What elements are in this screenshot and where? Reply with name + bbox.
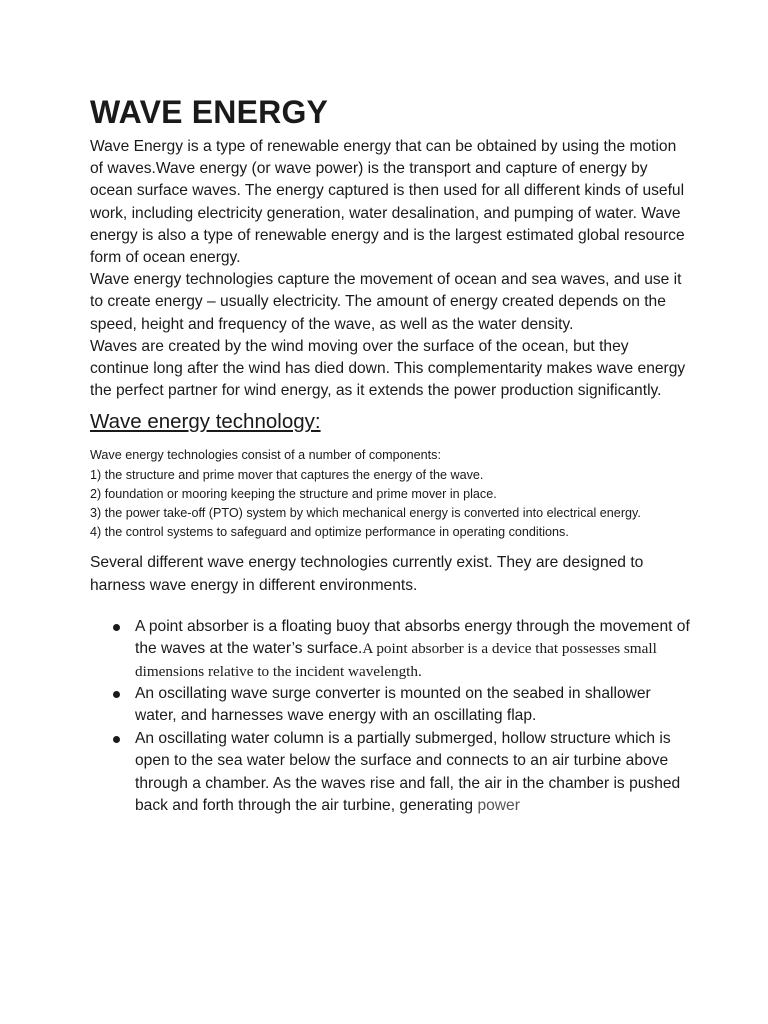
bullet-serif-text: A point absorber is a device that possesses small dimensions relative to the incident wavelength. [135, 640, 657, 680]
technologies-intro: Several different wave energy technologies currently exist. They are designed to harness wave energy in different environments. [90, 554, 644, 594]
bullet-grey-text: power [477, 797, 520, 815]
bullet-text: An oscillating wave surge converter is mounted on the seabed in shallower water, and harnesses wave energy with an oscillating flap. [135, 685, 651, 725]
technology-paragraph: Wave energy technologies capture the movement of ocean and sea waves, and use it to create energy – usually electricity. The amount of energy created depends on the speed, height and frequency of the wave, as well as the water density. [90, 271, 682, 333]
list-item [90, 728, 690, 818]
bullet-icon [113, 736, 120, 743]
bullet-text: A point absorber is a floating buoy that absorbs energy through the movement of the waves at the water’s surface. [135, 617, 690, 658]
component-item: 4) the control systems to safeguard and optimize performance in operating conditions. [90, 525, 569, 540]
component-item: 3) the power take-off (PTO) system by which mechanical energy is converted into electrical energy. [90, 506, 641, 521]
technology-list [90, 616, 690, 818]
component-item: 1) the structure and prime mover that captures the energy of the wave. [90, 467, 484, 482]
components-block [90, 446, 690, 542]
bullet-icon [113, 624, 120, 631]
document-title: WAVE ENERGY [90, 94, 329, 130]
list-item [90, 616, 690, 683]
bullet-text: An oscillating water column is a partially submerged, hollow structure which is open to the sea water below the surface and connects to an air turbine above through a chamber. As the waves rise and fall, the air in the chamber is pushed back and forth through the air turbine, generating [135, 729, 681, 815]
wind-paragraph: Waves are created by the wind moving over the surface of the ocean, but they continue long after the wind has died down. This complementarity makes wave energy the perfect partner for wind energy, as it extends the power production significantly. [90, 337, 686, 400]
intro-paragraph: Wave Energy is a type of renewable energy that can be obtained by using the motion of waves.Wave energy (or wave power) is the transport and capture of energy by ocean surface waves. The energy captured is then used for all different kinds of useful work, including electricity generation, water desalination, and pumping of water. Wave energy is also a type of renewable energy and is the largest estimated global resource form of ocean energy. [90, 138, 685, 267]
document-page [90, 94, 690, 818]
components-intro: Wave energy technologies consist of a number of components: [90, 448, 441, 463]
bullet-icon [113, 691, 120, 698]
component-item: 2) foundation or mooring keeping the structure and prime mover in place. [90, 486, 497, 501]
list-item [90, 683, 690, 728]
section-heading: Wave energy technology: [90, 410, 321, 434]
